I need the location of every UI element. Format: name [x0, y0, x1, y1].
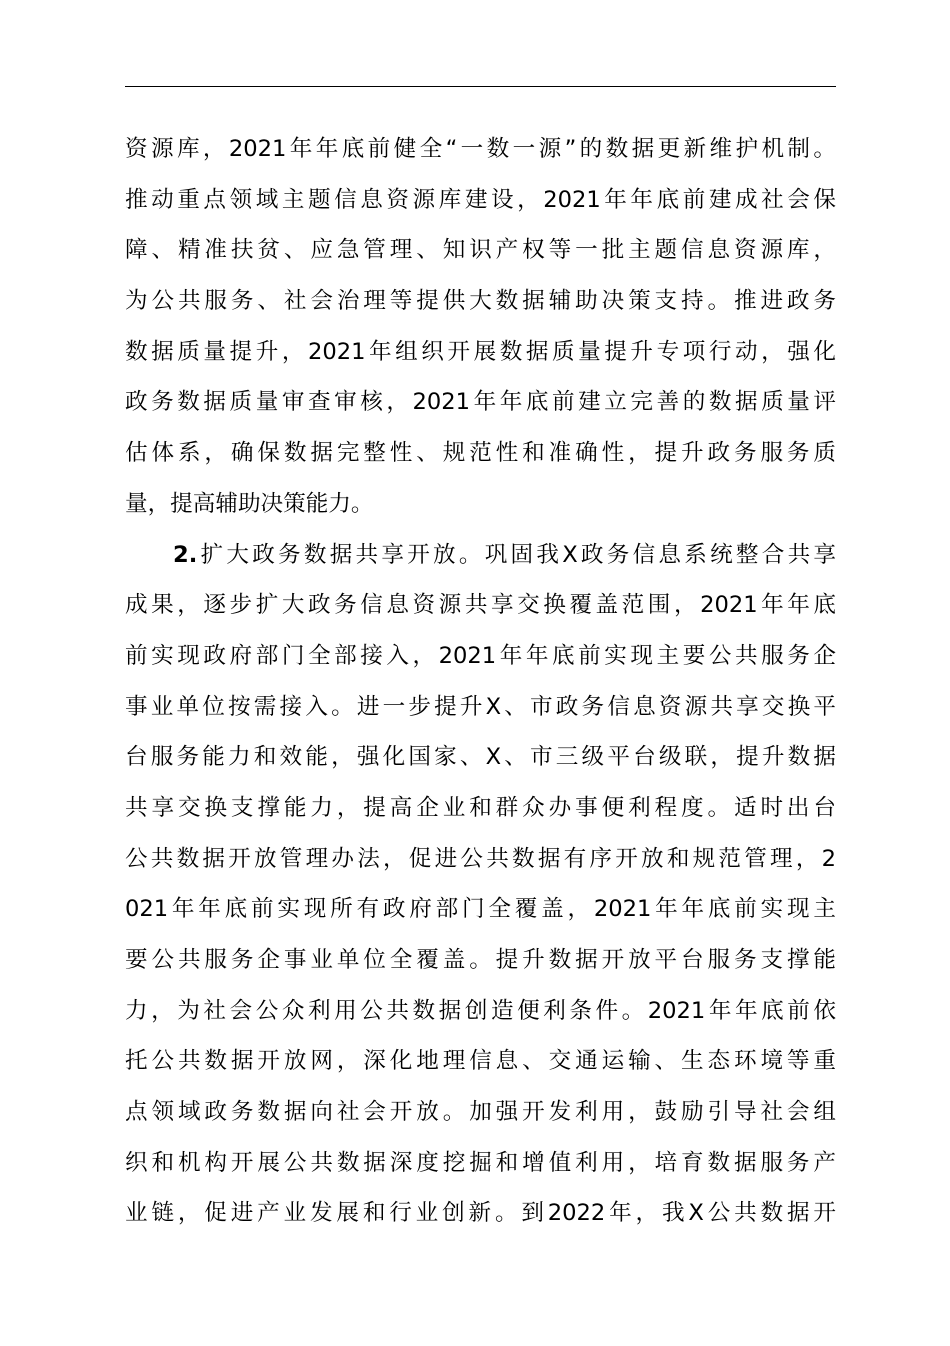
para2-line-4: 事业单位按需接入。进一步提升X、市政务信息资源共享交换平	[125, 693, 836, 720]
para2-line-10: 力，为社会公众利用公共数据创造便利条件。2021年年底前依	[125, 997, 836, 1024]
para1-line-6: 政务数据质量审查审核，2021年年底前建立完善的数据质量评	[125, 389, 836, 416]
para2-line-12: 点领域政务数据向社会开放。加强开发利用，鼓励引导社会组	[125, 1099, 836, 1126]
header-rule	[125, 86, 836, 87]
para2-line-5: 台服务能力和效能，强化国家、X、市三级平台级联，提升数据	[125, 744, 836, 771]
para2-line-6: 共享交换支撑能力，提高企业和群众办事便利程度。适时出台	[125, 794, 836, 821]
para2-line-1	[125, 530, 836, 581]
para2-line-14: 业链，促进产业发展和行业创新。到2022年，我X公共数据开	[125, 1200, 836, 1227]
para1-line-1: 资源库，2021年年底前健全“一数一源”的数据更新维护机制。	[125, 136, 836, 162]
para1-line-3: 障、精准扶贫、应急管理、知识产权等一批主题信息资源库，	[125, 237, 836, 264]
para2-line-3: 前实现政府部门全部接入，2021年年底前实现主要公共服务企	[125, 642, 836, 669]
para2-line-13: 织和机构开展公共数据深度挖掘和增值利用，培育数据服务产	[125, 1149, 836, 1176]
para1-line-8: 量，提高辅助决策能力。	[125, 490, 374, 517]
para2-line-11: 托公共数据开放网，深化地理信息、交通运输、生态环境等重	[125, 1048, 836, 1075]
para2-line-7: 公共数据开放管理办法，促进公共数据有序开放和规范管理，2	[125, 845, 836, 872]
para1-line-7: 估体系，确保数据完整性、规范性和准确性，提升政务服务质	[125, 440, 836, 467]
para1-line-5: 数据质量提升，2021年组织开展数据质量提升专项行动，强化	[125, 338, 836, 365]
para1-line-4: 为公共服务、社会治理等提供大数据辅助决策支持。推进政务	[125, 288, 836, 315]
para2-line-9: 要公共服务企事业单位全覆盖。提升数据开放平台服务支撑能	[125, 947, 836, 973]
para2-line-1-text: 扩大政务数据共享开放。巩固我X政务信息系统整合共享	[197, 541, 836, 568]
para2-number: 2.	[173, 541, 198, 568]
para2-line-2: 成果，逐步扩大政务信息资源共享交换覆盖范围，2021年年底	[125, 592, 836, 619]
para2-line-8: 021年年底前实现所有政府部门全覆盖，2021年年底前实现主	[125, 896, 836, 923]
body-text	[125, 124, 836, 1239]
para1-line-2: 推动重点领域主题信息资源库建设，2021年年底前建成社会保	[125, 186, 836, 213]
